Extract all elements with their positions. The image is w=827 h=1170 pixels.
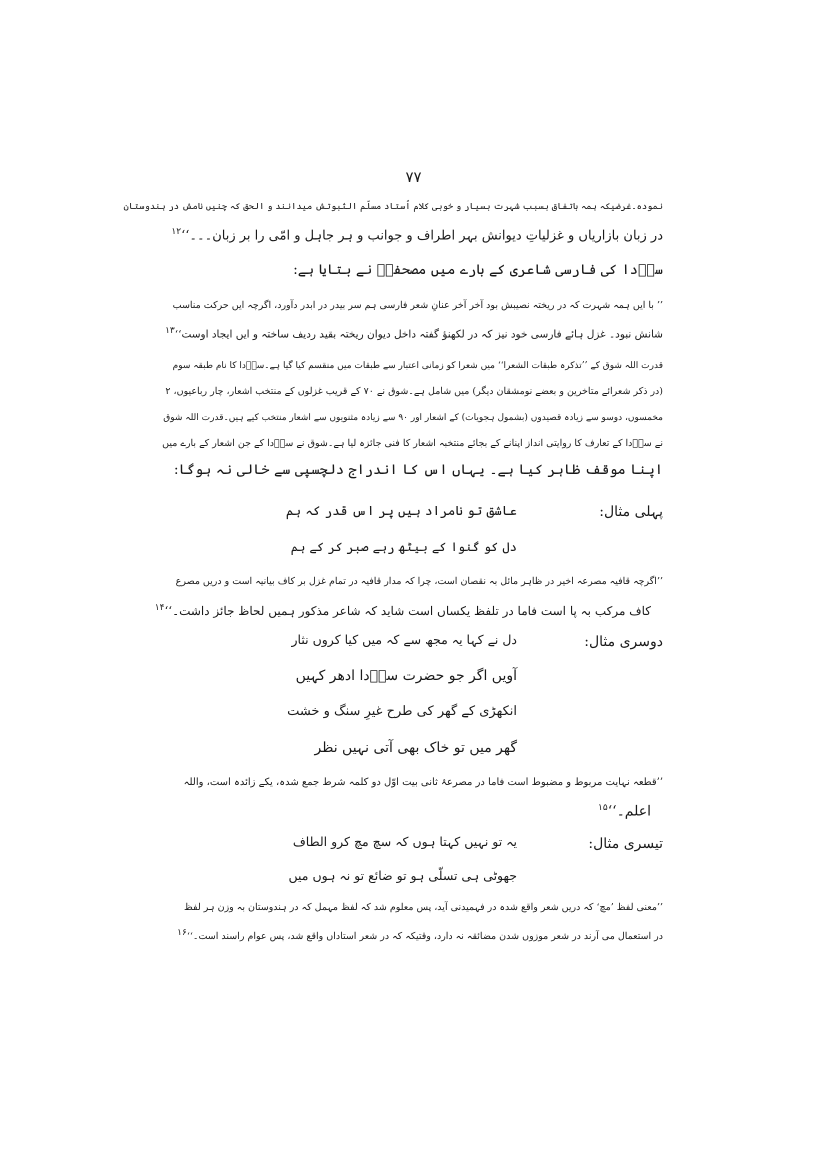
text-line-content: در زبان بازاریاں و غزلیاتِ دیوانش بہر اطراف و جوانب و ہر جاہل و امّی را بر زبان۔۔۔‘‘ (181, 228, 663, 244)
example-label: دوسری مثال: (584, 634, 663, 650)
text-line: سوؔدا کی فارسی شاعری کے بارے میں مصحفیؔ نے بتایا ہے: (293, 262, 663, 278)
footnote-marker: ۱۵ (598, 803, 608, 813)
text-line: نموده۔غرضیکہ ہمہ باتفاق بسبب شہرت بسیار و خوبی کلام اُستاد مسلّم الثبوتش میدانند و الحق کہ چنیں نامش در ہندوستان (123, 202, 663, 212)
verse-line: انکھڑی کے گھر کی طرح غیرِ سنگ و خشت (287, 704, 517, 719)
quote-line (163, 321, 663, 345)
quote-line-content: در استعمال می آرند در شعر موزوں شدن مضائقہ نہ دارد، وقتیکہ کہ در شعر استاداں واقع شد، پس عوام راسند است۔‘‘ (186, 931, 663, 943)
example-label: پہلی مثال: (599, 504, 663, 520)
quote-line-content: کاف مرکب بہ پا است فاما در تلفظ یکساں است شاید کہ شاعر مذکور ہمیں لحاظ جائز داشت۔‘‘ (164, 604, 651, 618)
example-label: تیسری مثال: (588, 836, 663, 852)
quote-line: ’’معنی لفظ ’مچ‘ کہ دریں شعر واقع شدہ در فہمیدنی آید، پس معلوم شد کہ لفظ مہمل کہ در ہندوستان بہ وزن ہر لفظ (184, 902, 663, 913)
quote-line (151, 798, 651, 822)
quote-line (151, 598, 651, 621)
verse-line: عاشق تو نامراد ہیں پر اس قدر کہ ہم (285, 504, 517, 519)
verse-line: دل کو گنوا کے بیٹھ رہے صبر کر کے ہم (290, 539, 517, 554)
verse-line: آویں اگر جو حضرت سوؔدا ادھر کہیں (295, 668, 517, 684)
text-line: مخمسوں، دوسو سے زیادہ قصیدوں (بشمول ہجویات) کے اشعار اور ۹۰ سے زیادہ مثنویوں سے اشعار منتخب کیے ہیں۔قدرت اللہ شوق (163, 413, 663, 423)
text-line: اپنا موقف ظاہر کیا ہے۔ یہاں اس کا اندراج دلچسپی سے خالی نہ ہوگا: (173, 462, 663, 478)
quote-line: ’’اگرچہ قافیہ مصرعہ اخیر در ظاہر مائل بہ نقصان است، چرا کہ مدار قافیہ در تمام غزل بر کاف بیانیہ است و دریں مصرع (175, 576, 663, 587)
quote-line-content: شانش نبود۔ غزل ہائے فارسی خود نیز کہ در لکھنؤ گفتہ داخل دیوان ریختہ بقید ردیف ساختہ و ایں ایجاد اوست‘‘ (174, 328, 663, 341)
text-line: قدرت اللہ شوق کے ’’تذکرہ طبقات الشعرا‘‘ میں شعرا کو زمانی اعتبار سے طبقات میں منقسم کیا گیا ہے۔سوؔدا کا نام طبقہ سوم (172, 361, 663, 371)
footnote-marker: ۱۳ (165, 326, 175, 336)
verse-line: دل نے کہا یہ مجھ سے کہ میں کیا کروں نثار (291, 632, 517, 647)
verse-line: یہ تو نہیں کہتا ہوں کہ سچ مچ کرو الطاف (292, 834, 517, 849)
footnote-marker: ۱۲ (171, 227, 182, 237)
page-number: ۷۷ (405, 168, 422, 186)
footnote-marker: ۱۴ (154, 603, 165, 613)
footnote-marker: ۱۶ (177, 928, 187, 938)
quote-line: ’’قطعہ نہایت مربوط و مضبوط است فاما در مصرعۂ ثانی بیت اوّل دو کلمہ شرط جمع شدہ، یکے زائدہ است، واللہ (183, 777, 663, 788)
text-line: نے سوؔدا کے تعارف کا روایتی انداز اپنانے کے بجائے منتخبہ اشعار کا فنی جائزہ لیا ہے۔شوق نے سوؔدا کے جن اشعار کے بارے میں (162, 438, 663, 449)
verse-line: جھوٹی ہی تسلّی ہو تو ضائع تو نہ ہوں میں (288, 868, 517, 883)
text-line: (در ذکر شعرائے متاخرین و بعضے نومشقان دیگر) میں شامل ہے۔شوق نے ۷۰ کے قریب غزلوں کے منتخب اشعار، چار رباعیوں، ۲ (165, 386, 663, 397)
verse-line: گھر میں تو خاک بھی آتی نہیں نظر (314, 740, 517, 756)
quote-line (163, 923, 663, 947)
quote-line: ’’ با ایں ہمہ شہرت کہ در ریختہ نصیبش بود آخر آخر عنانِ شعر فارسی ہم سر بیدر در ابدر دآورد، اگرچہ ایں حرکت مناسب (172, 300, 663, 311)
text-line (163, 222, 663, 246)
quote-line-content: اعلم۔‘‘ (607, 803, 651, 820)
